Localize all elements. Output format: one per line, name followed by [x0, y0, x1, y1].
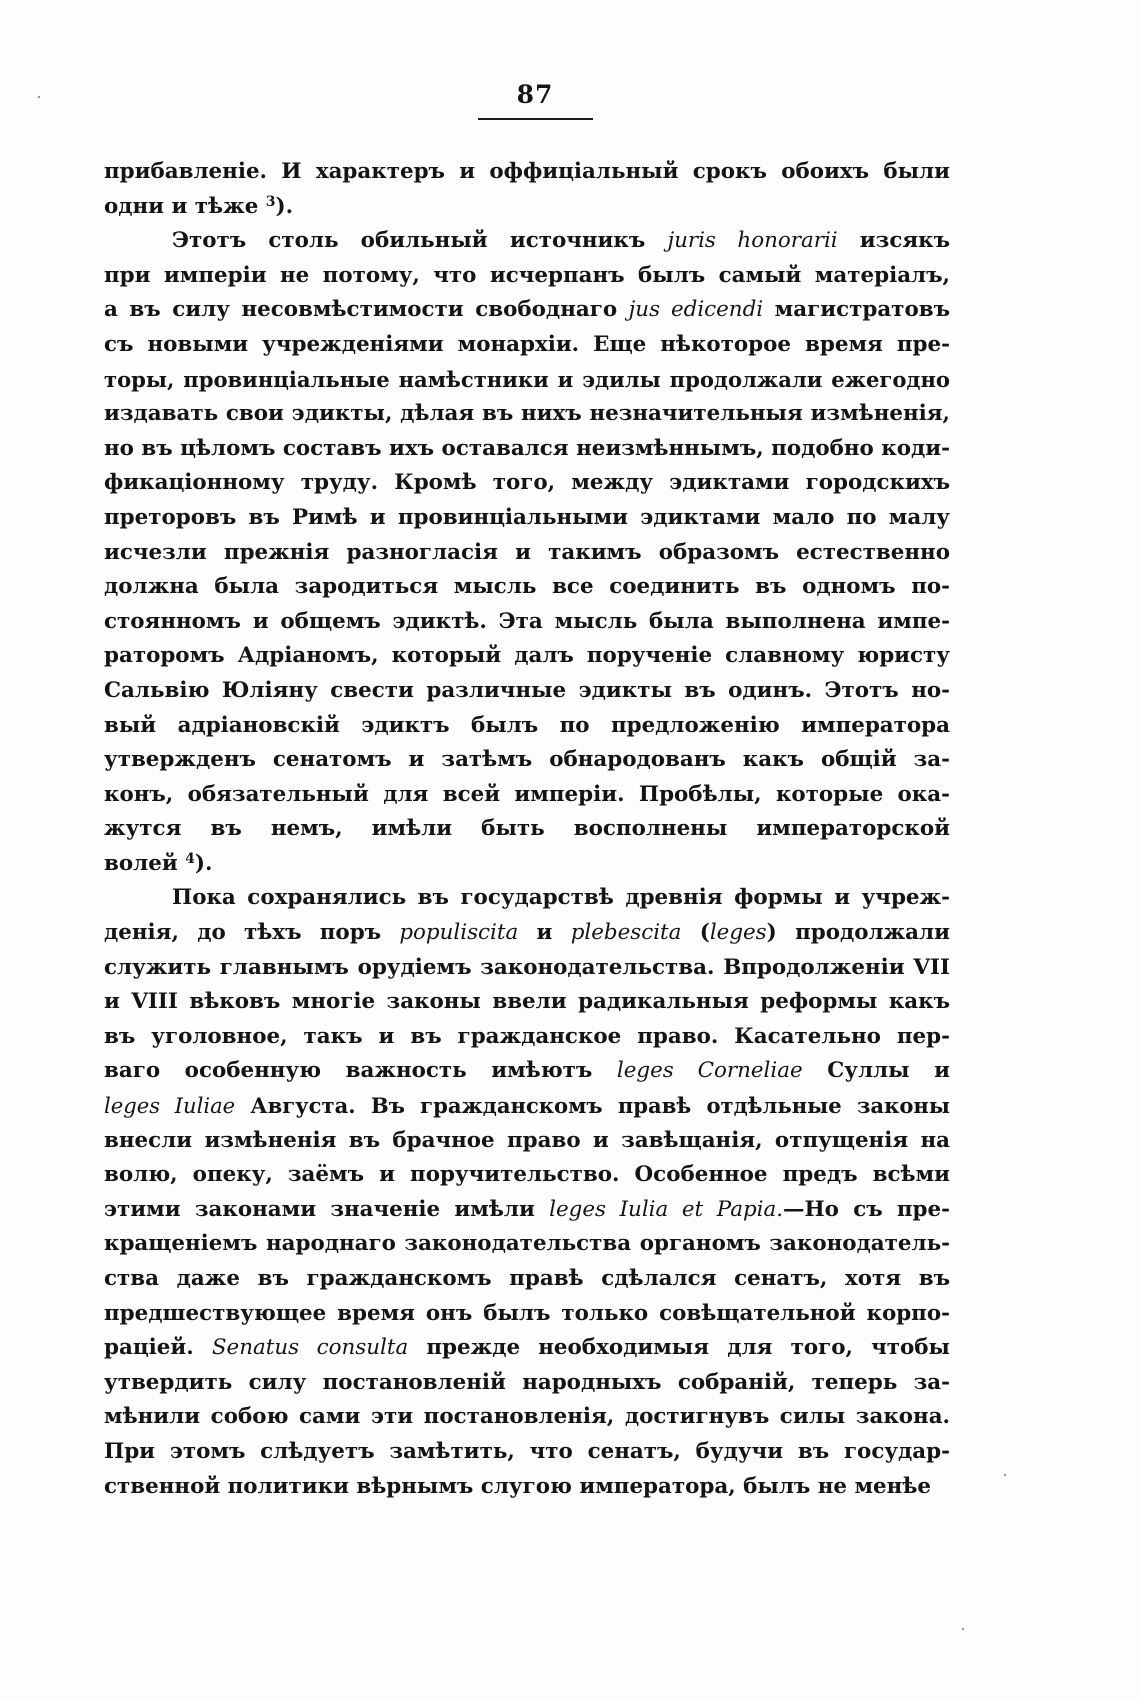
text-run: этими законами значеніе имѣли: [104, 1196, 550, 1222]
text-line: [104, 605, 950, 640]
text-run: должна была зародиться мысль все соединить въ одномъ по-: [104, 574, 950, 600]
text-run: исчезли прежнія разногласія и такимъ образомъ естественно: [104, 539, 950, 565]
text-line: [104, 1124, 950, 1159]
text-line: [104, 328, 950, 363]
latin-term: Senatus consulta: [211, 1335, 409, 1361]
text-line: [104, 293, 950, 328]
text-run: прежде необходимыя для того, чтобы: [408, 1335, 950, 1361]
paragraph: [104, 881, 950, 1504]
text-line: [104, 363, 950, 398]
text-line: [104, 985, 950, 1020]
latin-term: jus edicendi: [628, 297, 764, 323]
text-line: [104, 1193, 950, 1228]
text-run: стоянномъ и общемъ эдиктѣ. Эта мысль была выполнена импе-: [104, 608, 950, 634]
text-run: въ уголовное, такъ и въ гражданское право. Касательно пер-: [104, 1023, 950, 1049]
text-line: [104, 639, 950, 674]
paragraph: [104, 155, 950, 224]
text-line: [104, 1020, 950, 1055]
text-line: [104, 709, 950, 744]
text-run: Сальвію Юліяну свести различные эдикты въ одинъ. Этотъ но-: [104, 677, 950, 703]
text-run: утвержденъ сенатомъ и затѣмъ обнародованъ какъ общій за-: [104, 747, 950, 773]
latin-term: plebescita: [570, 920, 682, 946]
text-line: [104, 1470, 950, 1505]
text-line: [104, 1366, 950, 1401]
latin-term: juris honorarii: [667, 228, 838, 254]
text-run: издавать свои эдикты, дѣлая въ нихъ незначительныя измѣненія,: [104, 401, 950, 427]
text-line: [104, 155, 950, 190]
text-line: [104, 743, 950, 778]
text-run: а въ силу несовмѣстимости свободнаго: [104, 297, 629, 323]
text-run: но въ цѣломъ составъ ихъ оставался неизмѣннымъ, подобно коди-: [104, 435, 950, 461]
latin-term: leges: [709, 920, 767, 946]
text-run: При этомъ слѣдуетъ замѣтить, что сенатъ, будучи въ государ-: [104, 1438, 950, 1464]
text-run: ственной политики вѣрнымъ слугою императора, былъ не менѣе: [104, 1473, 931, 1499]
page-number: 87: [516, 80, 554, 109]
text-run: —Но съ пре-: [783, 1196, 950, 1222]
text-line: [104, 778, 950, 813]
text-run: изсякъ: [837, 228, 950, 254]
text-run: внесли измѣненія въ брачное право и завѣщанія, отпущенія на: [104, 1127, 950, 1153]
text-run: кращеніемъ народнаго законодательства органомъ законодатель-: [104, 1231, 950, 1257]
text-run: ваго особенную важность имѣютъ: [104, 1058, 617, 1084]
text-line: [104, 1227, 950, 1262]
text-run: съ новыми учрежденіями монархіи. Еще нѣкоторое время пре-: [104, 331, 950, 357]
text-run: магистратовъ: [763, 297, 950, 323]
text-run: ) продолжали: [766, 920, 950, 946]
text-run: торы, провинціальные намѣстники и эдилы продолжали ежегодно: [104, 366, 950, 392]
text-line: [104, 570, 950, 605]
text-line: [104, 190, 950, 225]
text-line: [104, 881, 950, 916]
text-line: [104, 1054, 950, 1089]
text-run: служить главнымъ орудіемъ законодательства. Впродолженіи VII: [104, 954, 950, 980]
text-run: Суллы и: [802, 1058, 950, 1084]
text-line: [104, 432, 950, 467]
paragraph: [104, 224, 950, 881]
text-run: ).: [194, 850, 213, 876]
text-run: (: [681, 920, 710, 946]
footnote-ref: 3: [265, 193, 276, 210]
text-line: [104, 951, 950, 986]
text-run: жутся въ немъ, имѣли быть восполнены императорской: [104, 816, 950, 842]
text-run: утвердить силу постановленій народныхъ собраній, теперь за-: [104, 1369, 950, 1395]
text-run: конъ, обязательный для всей имперіи. Пробѣлы, которые ока-: [104, 781, 950, 807]
scan-speck: [38, 96, 40, 98]
text-line: [104, 847, 950, 882]
latin-term: leges Corneliae: [616, 1058, 803, 1084]
text-run: Этотъ столь обильный источникъ: [172, 228, 668, 254]
text-line: [104, 501, 950, 536]
text-line: [104, 259, 950, 294]
text-run: и VIII вѣковъ многіе законы ввели радикальныя реформы какъ: [104, 989, 950, 1015]
text-line: [104, 1089, 950, 1124]
body-text: [104, 155, 950, 1504]
latin-term: leges Iuliae: [104, 1093, 236, 1119]
text-run: предшествующее время онъ былъ только совѣщательной корпо-: [104, 1300, 950, 1326]
text-line: [104, 1158, 950, 1193]
text-line: [104, 1262, 950, 1297]
text-run: мѣнили собою сами эти постановленія, достигнувъ силы закона.: [104, 1404, 950, 1430]
text-run: прибавленіе. И характеръ и оффиціальный срокъ обоихъ были: [104, 159, 950, 184]
text-run: денія, до тѣхъ поръ: [104, 920, 400, 946]
text-line: [104, 224, 950, 259]
text-run: преторовъ въ Римѣ и провинціальными эдиктами мало по малу: [104, 504, 950, 530]
text-line: [104, 1400, 950, 1435]
text-run: ).: [275, 193, 294, 219]
text-line: [104, 674, 950, 709]
page-number-rule: [478, 118, 593, 120]
text-run: фикаціонному труду. Кромѣ того, между эдиктами городскихъ: [104, 470, 950, 496]
text-run: Пока сохранялись въ государствѣ древнія формы и учреж-: [172, 885, 950, 911]
scan-speck: [962, 1628, 964, 1630]
text-run: одни и тѣже: [104, 193, 266, 219]
text-run: волю, опеку, заёмъ и поручительство. Особенное предъ всѣми: [104, 1162, 950, 1188]
text-line: [104, 1331, 950, 1366]
text-line: [104, 1297, 950, 1332]
text-run: при имперіи не потому, что исчерпанъ былъ самый матеріалъ,: [104, 262, 950, 288]
text-line: [104, 466, 950, 501]
text-line: [104, 1435, 950, 1470]
text-run: раторомъ Адріаномъ, который далъ порученіе славному юристу: [104, 643, 950, 669]
text-run: Августа. Въ гражданскомъ правѣ отдѣльные законы: [235, 1093, 950, 1119]
text-run: ства даже въ гражданскомъ правѣ сдѣлался сенатъ, хотя въ: [104, 1266, 950, 1291]
text-line: [104, 812, 950, 847]
text-line: [104, 916, 950, 951]
text-run: раціей.: [104, 1335, 212, 1361]
text-run: волей: [104, 850, 186, 876]
text-run: вый адріановскій эдиктъ былъ по предложенію императора: [104, 712, 950, 738]
text-line: [104, 536, 950, 571]
footnote-ref: 4: [185, 850, 195, 867]
latin-term: leges Iulia et Papia.: [549, 1196, 784, 1222]
text-run: и: [518, 920, 571, 946]
scan-speck: [1004, 1474, 1006, 1476]
latin-term: populiscita: [399, 920, 519, 946]
text-line: [104, 397, 950, 432]
